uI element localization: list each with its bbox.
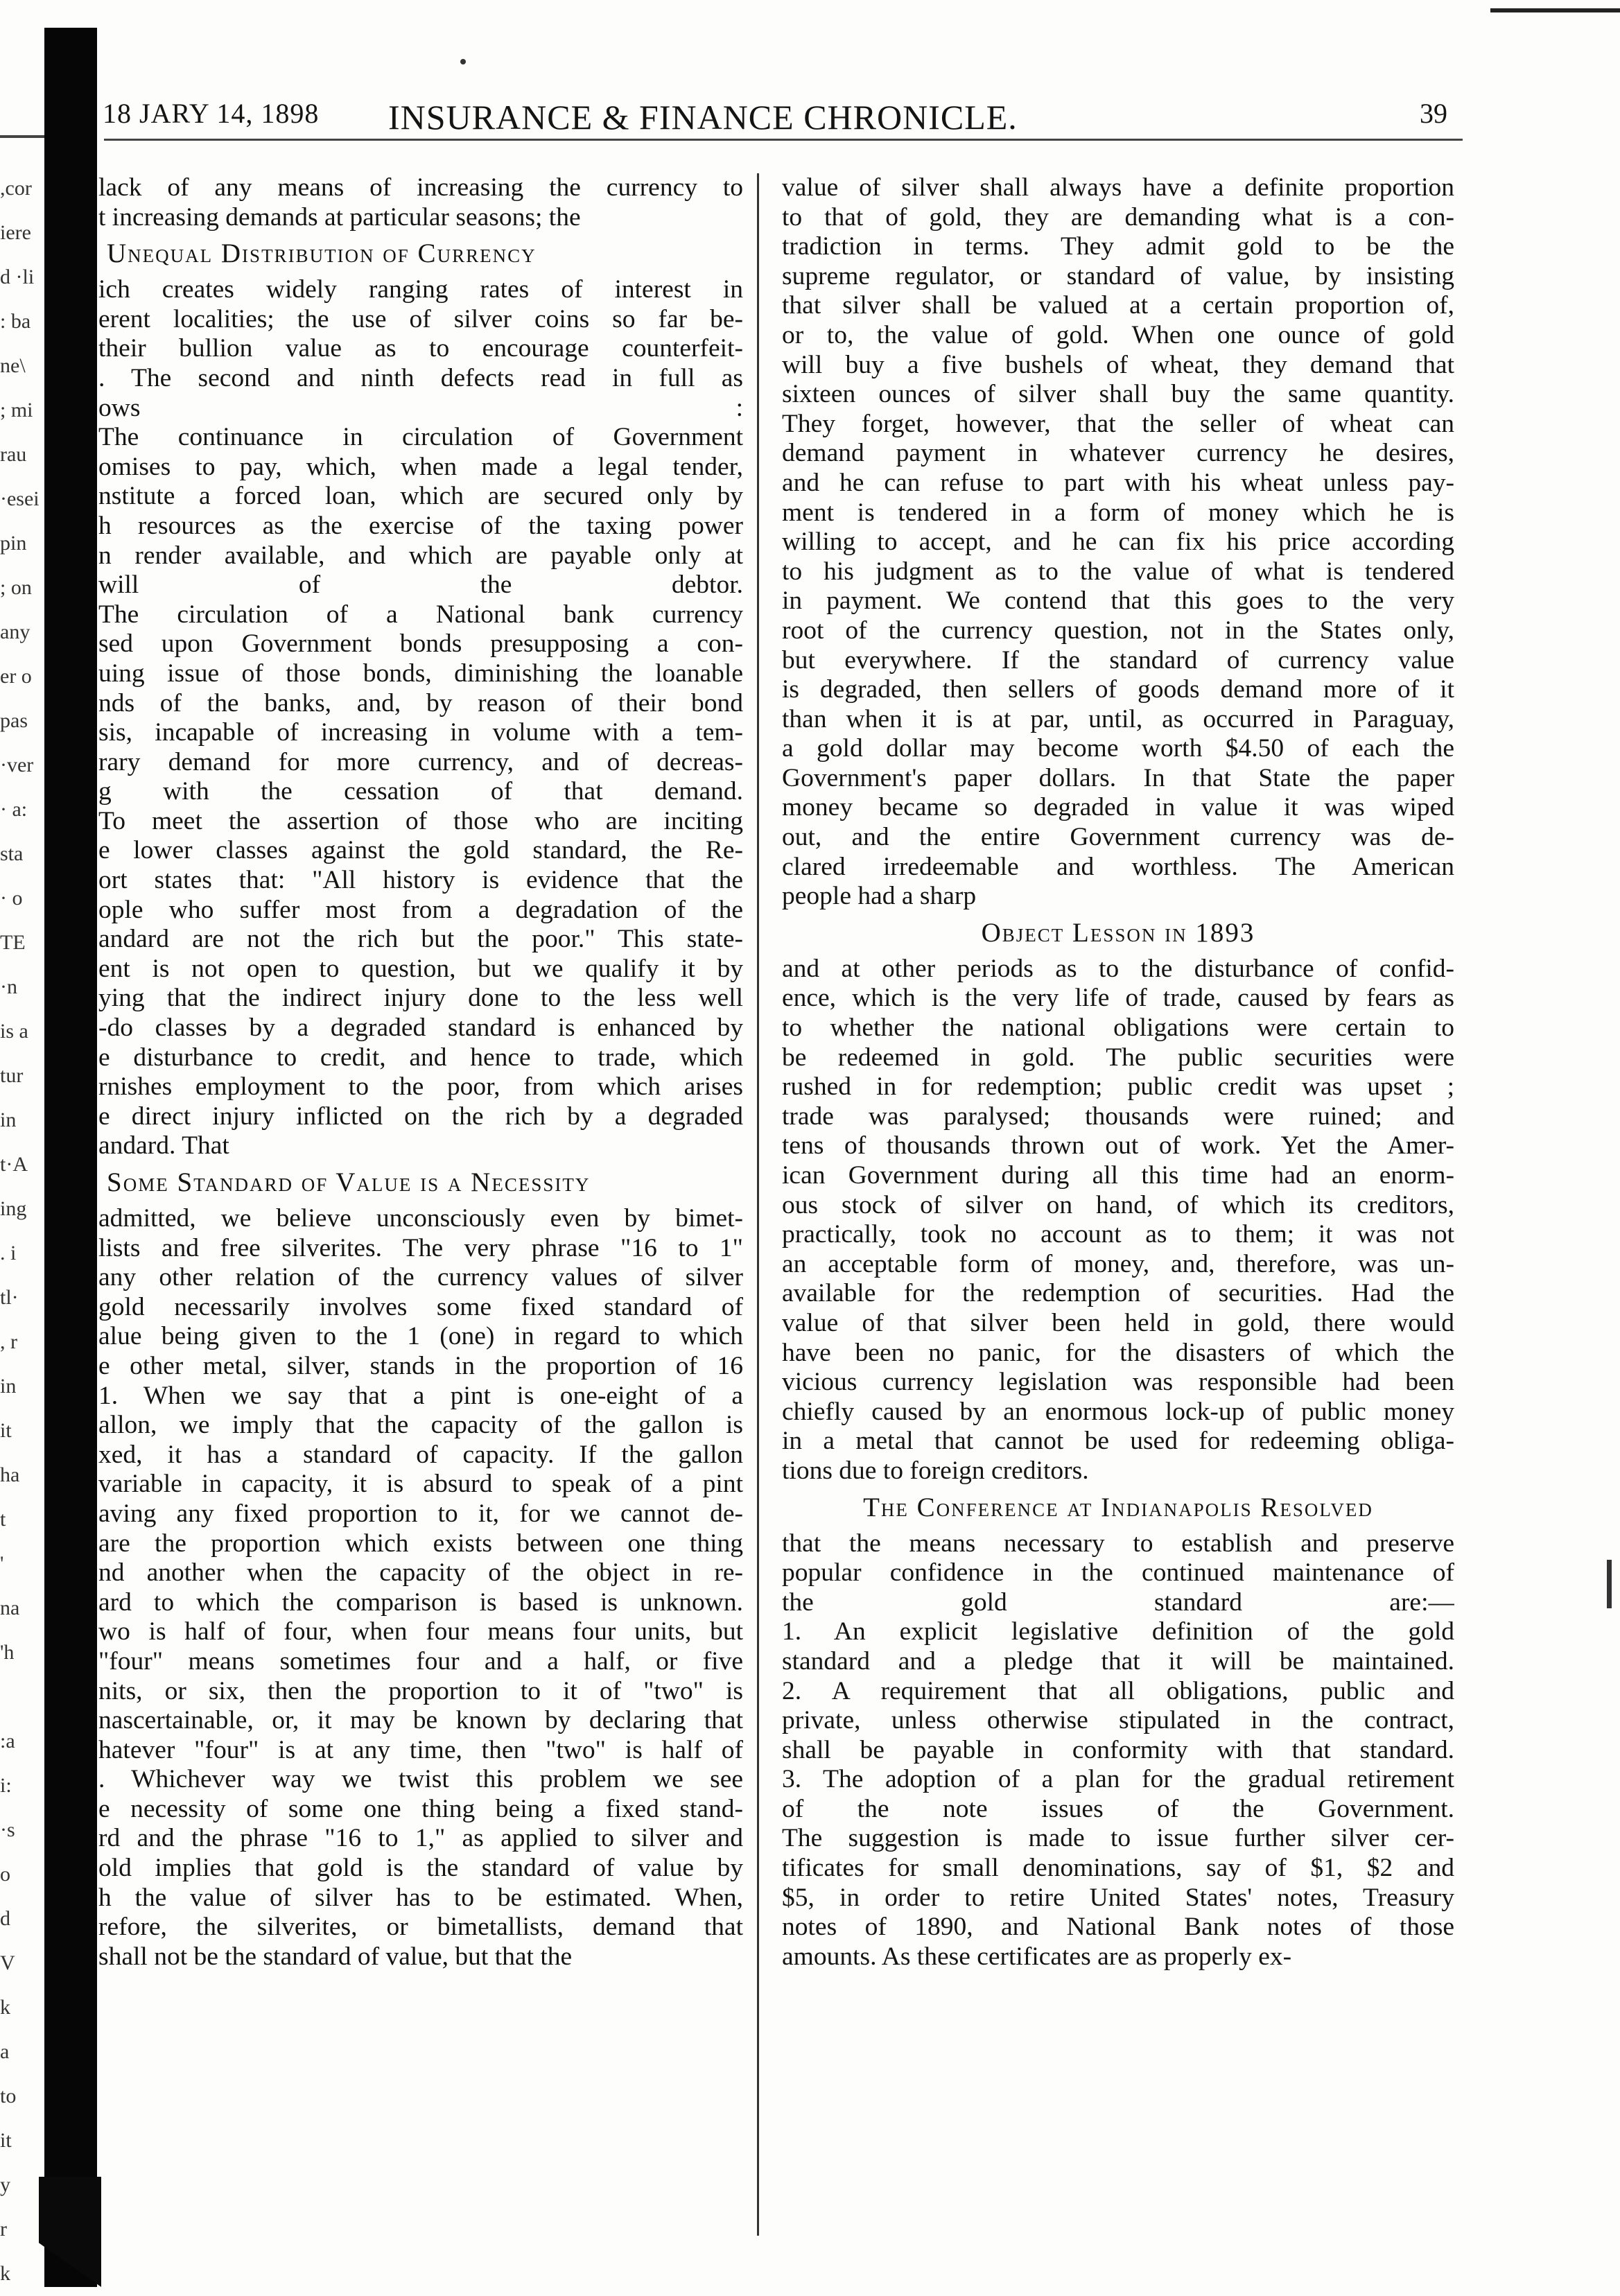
text-line: The continuance in circulation of Government [98,423,743,452]
fragment-text: , r [0,1330,17,1353]
text-line: omises to pay, which, when made a legal tender, [98,452,743,481]
page-number: 39 [1420,98,1447,129]
text-line: uing issue of those bonds, diminishing the loanable [98,659,743,688]
text-line: any other relation of the currency values of silver [98,1263,743,1292]
text-line: wo is half of four, when four means four units, but [98,1617,743,1646]
fragment-text: t [0,1508,6,1531]
fragment-text: pin [0,532,27,555]
text-line: an acceptable form of money, and, therefore, was un- [782,1249,1454,1278]
header-rule [104,139,1463,141]
fragment-text: in [0,1108,17,1131]
text-line: and at other periods as to the disturbance of confid- [782,954,1454,983]
text-block [98,173,743,232]
column-divider [757,173,759,2236]
text-line: $5, in order to retire United States' notes, Treasury [782,1883,1454,1912]
text-line: allon, we imply that the capacity of the gallon is [98,1411,743,1440]
text-line: vicious currency legislation was responsible had been [782,1368,1454,1397]
text-line: To meet the assertion of those who are inciting [98,806,743,835]
text-line: shall be payable in conformity with that standard. [782,1735,1454,1764]
section-heading: Some Standard of Value is a Necessity [107,1167,591,1197]
fragment-text: d [0,1907,10,1930]
text-line: 3. The adoption of a plan for the gradual retirement [782,1765,1454,1794]
text-line: sis, incapable of increasing in volume with a tem- [98,718,743,747]
fragment-text: k [0,1996,10,2019]
text-line: out, and the entire Government currency was de- [782,823,1454,852]
text-line: lack of any means of increasing the currency to [98,173,743,202]
text-line: their bullion value as to encourage counterfeit- [98,334,743,363]
text-line: variable in capacity, it is absurd to speak of a pint [98,1470,743,1499]
text-line: to his judgment as to the value of what is tendered [782,557,1454,586]
fragment-text: V [0,1951,15,1974]
text-line: standard and a pledge that it will be maintained. [782,1646,1454,1676]
fragment-text: any [0,620,31,643]
text-line: ment is tendered in a form of money which he is [782,498,1454,527]
text-line: old implies that gold is the standard of value by [98,1854,743,1883]
text-line: of the note issues of the Government. [782,1794,1454,1823]
text-line: andard are not the rich but the poor." This state- [98,925,743,954]
text-line: gold necessarily involves some fixed standard of [98,1292,743,1321]
text-line: ort states that: "All history is evidence that the [98,866,743,895]
text-line: root of the currency question, not in the States only, [782,616,1454,645]
text-line: will buy a five bushels of wheat, they demand that [782,350,1454,379]
text-line: g with the cessation of that demand. [98,777,743,806]
text-line: 2. A requirement that all obligations, public and [782,1676,1454,1705]
fragment-text: sta [0,842,24,865]
text-block [98,1204,743,1972]
scanner-shadow-bar [44,28,97,2287]
text-line: will of the debtor. [98,571,743,600]
text-line: ican Government during all this time had an enorm- [782,1161,1454,1190]
text-line: ous stock of silver on hand, of which its creditors, [782,1190,1454,1219]
fragment-text: ; on [0,576,32,599]
header-rule-fragment [0,135,44,138]
text-line: t increasing demands at particular seasons; the [98,202,581,232]
text-line: are the proportion which exists between one thing [98,1529,743,1558]
fragment-text: . i [0,1242,17,1264]
text-line: They forget, however, that the seller of wheat can [782,409,1454,438]
text-line: . The second and ninth defects read in full as [98,363,743,392]
fragment-text: TE [0,931,26,954]
text-block [98,275,743,1161]
text-line: nascertainable, or, it may be known by declaring that [98,1706,743,1735]
text-line: nits, or six, then the proportion to it of "two" is [98,1676,743,1705]
fragment-text: r [0,2218,7,2241]
text-line: available for the redemption of securities. Had the [782,1279,1454,1308]
text-line: demand payment in whatever currency he desires, [782,439,1454,468]
fragment-text: : ba [0,310,31,333]
text-line: 1. When we say that a pint is one-eight of a [98,1381,743,1410]
text-line: xed, it has a standard of capacity. If the gallon [98,1440,743,1469]
text-line: people had a sharp [782,882,977,911]
fragment-text: i: [0,1774,12,1797]
fragment-text: a [0,2040,10,2063]
text-line: ich creates widely ranging rates of interest in [98,275,743,304]
text-line: rary demand for more currency, and of decreas- [98,747,743,776]
text-line: e other metal, silver, stands in the proportion of 16 [98,1351,743,1380]
fragment-text: t·A [0,1153,28,1176]
fragment-text: ·n [0,975,17,998]
text-line: shall not be the standard of value, but that the [98,1942,573,1971]
text-line: nd another when the capacity of the object in re- [98,1558,743,1588]
fragment-text: is a [0,1020,28,1043]
section-heading: The Conference at Indianapolis Resolved [863,1492,1373,1522]
text-line: value of silver shall always have a definite proportion [782,173,1454,202]
text-line: value of that silver been held in gold, there would [782,1308,1454,1337]
text-line: supreme regulator, or standard of value, by insisting [782,261,1454,290]
fragment-text: iere [0,221,31,244]
text-line: tions due to foreign creditors. [782,1456,1089,1485]
scan-margin-mark [1607,1560,1612,1608]
fragment-text: to [0,2085,17,2107]
previous-page-fragment [0,166,43,2296]
fragment-text: tl· [0,1286,19,1309]
fragment-text: tur [0,1064,24,1087]
text-line: money became so degraded in value it was wiped [782,793,1454,822]
text-line: e necessity of some one thing being a fixed stand- [98,1794,743,1823]
fragment-text: pas [0,709,28,732]
text-line: The circulation of a National bank currency [98,600,743,629]
text-line: . Whichever way we twist this problem we see [98,1765,743,1794]
text-line: amounts. As these certificates are as properly ex- [782,1942,1292,1971]
text-line: The suggestion is made to issue further silver cer- [782,1824,1454,1853]
text-line: than when it is at par, until, as occurred in Paraguay, [782,704,1454,733]
fragment-text: d ·li [0,266,35,288]
text-line: n render available, and which are payable only at [98,541,743,570]
fragment-text: · o [0,887,23,910]
text-line: and he can refuse to part with his wheat unless pay- [782,468,1454,497]
text-line: trade was paralysed; thousands were ruined; and [782,1102,1454,1131]
text-line: Government's paper dollars. In that State the paper [782,763,1454,792]
fragment-text: ·ver [0,754,34,776]
right-column [782,173,1454,1972]
fragment-text [0,1675,43,1719]
text-line: willing to accept, and he can fix his price according [782,528,1454,557]
fragment-text: ·esei [0,487,40,510]
text-line: tificates for small denominations, say of $1, $2 and [782,1854,1454,1883]
fragment-text: er o [0,665,32,688]
text-line: chiefly caused by an enormous lock-up of public money [782,1397,1454,1426]
text-line: "four" means sometimes four and a half, or five [98,1646,743,1676]
text-line: is degraded, then sellers of goods demand more of it [782,675,1454,704]
text-line: aving any fixed proportion to it, for we cannot de- [98,1499,743,1528]
text-line: erent localities; the use of silver coins so far be- [98,304,743,333]
text-line: admitted, we believe unconsciously even by bimet- [98,1204,743,1233]
fragment-text: · a: [0,798,28,821]
publication-title: INSURANCE & FINANCE CHRONICLE. [388,98,1018,137]
text-line: ard to which the comparison is based is unknown. [98,1588,743,1617]
text-line: alue being given to the 1 (one) in regard to which [98,1322,743,1351]
text-line: but everywhere. If the standard of currency value [782,645,1454,675]
fragment-text: ·s [0,1818,15,1841]
fragment-text: it [0,1419,12,1442]
left-column [98,173,743,1972]
text-line: to whether the national obligations were certain to [782,1014,1454,1043]
fragment-text: ne\ [0,354,26,377]
text-block [782,955,1454,1486]
fragment-text: ' [0,1552,4,1575]
text-line: andard. That [98,1131,229,1160]
text-line: hatever "four" is at any time, then "two" is half of [98,1735,743,1764]
text-line: a gold dollar may become worth $4.50 of each the [782,734,1454,763]
fragment-text: in [0,1375,17,1398]
section-heading: Unequal Distribution of Currency [107,238,537,269]
fragment-text: y [0,2173,10,2196]
text-line: nds of the banks, and, by reason of their bond [98,688,743,718]
fragment-text: ha [0,1463,20,1486]
text-line: ence, which is the very life of trade, caused by fears as [782,984,1454,1013]
text-line: ows : [98,393,743,422]
fragment-text: it [0,2129,12,2152]
text-line: refore, the silverites, or bimetallists, demand that [98,1913,743,1942]
fragment-text: rau [0,443,27,466]
text-line: h the value of silver has to be estimated. When, [98,1883,743,1912]
text-line: sixteen ounces of silver shall buy the same quantity. [782,380,1454,409]
text-line: practically, took no account as to them; it was not [782,1220,1454,1249]
fragment-text: 'h [0,1641,15,1664]
text-line: h resources as the exercise of the taxing power [98,511,743,540]
fragment-text: :a [0,1730,15,1753]
text-line: 1. An explicit legislative definition of the gold [782,1617,1454,1646]
text-line: sed upon Government bonds presupposing a con- [98,629,743,659]
text-line: private, unless otherwise stipulated in the contract, [782,1706,1454,1735]
scan-top-rule [1490,8,1620,12]
text-line: e direct injury inflicted on the rich by a degraded [98,1102,743,1131]
text-line: tens of thousands thrown out of work. Yet the Amer- [782,1131,1454,1160]
text-line: rushed in for redemption; public credit was upset ; [782,1072,1454,1102]
text-line: ople who suffer most from a degradation of the [98,895,743,924]
text-line: nstitute a forced loan, which are secured only by [98,482,743,511]
text-line: ying that the indirect injury done to the less well [98,984,743,1013]
text-block [782,1529,1454,1972]
scan-dot [460,59,466,64]
text-line: to that of gold, they are demanding what is a con- [782,202,1454,232]
text-line: in a metal that cannot be used for redeeming obliga- [782,1427,1454,1456]
fragment-text: k [0,2262,10,2285]
text-line: that the means necessary to establish and preserve [782,1529,1454,1558]
text-line: rnishes employment to the poor, from which arises [98,1072,743,1102]
text-line: rd and the phrase "16 to 1," as applied to silver and [98,1824,743,1853]
text-line: popular confidence in the continued maintenance of [782,1558,1454,1588]
fragment-text: o [0,1863,10,1886]
text-line: lists and free silverites. The very phrase "16 to 1" [98,1233,743,1262]
text-line: that silver shall be valued at a certain proportion of, [782,291,1454,320]
text-line: ent is not open to question, but we qualify it by [98,954,743,983]
text-line: or to, the value of gold. When one ounce of gold [782,320,1454,349]
text-line: -do classes by a degraded standard is enhanced by [98,1014,743,1043]
section-heading: Object Lesson in 1893 [981,917,1255,948]
text-block [782,173,1454,912]
fragment-text: na [0,1597,20,1619]
text-line: have been no panic, for the disasters of which the [782,1338,1454,1367]
text-line: notes of 1890, and National Bank notes of those [782,1913,1454,1942]
text-line: clared irredeemable and worthless. The American [782,852,1454,881]
text-line: tradiction in terms. They admit gold to be the [782,232,1454,261]
fragment-text: ,cor [0,177,32,200]
text-line: in payment. We contend that this goes to the very [782,586,1454,616]
issue-date: 18 JARY 14, 1898 [103,98,320,129]
fragment-text: ; mi [0,399,33,421]
text-line: the gold standard are:— [782,1588,1454,1617]
fragment-text: ing [0,1197,27,1220]
text-line: e lower classes against the gold standard, the Re- [98,836,743,865]
text-line: e disturbance to credit, and hence to trade, which [98,1043,743,1072]
text-line: be redeemed in gold. The public securities were [782,1043,1454,1072]
